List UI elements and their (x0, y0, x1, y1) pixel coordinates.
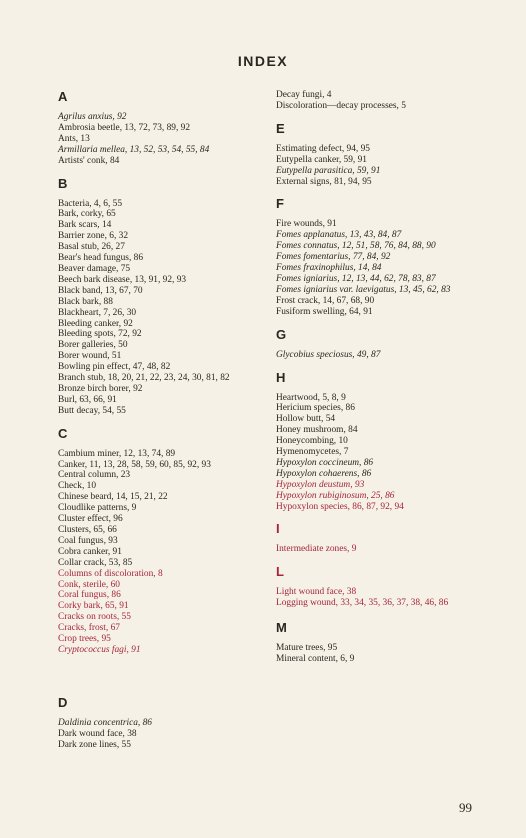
index-entry: Borer galleries, 50 (58, 340, 128, 351)
index-entry: Beech bark disease, 13, 91, 92, 93 (58, 274, 187, 285)
index-entry: Cluster effect, 96 (58, 514, 123, 525)
section-letter: E (276, 120, 285, 136)
section-letter: A (58, 89, 68, 104)
index-entry: Canker, 11, 13, 28, 58, 59, 60, 85, 92, 93 (58, 459, 211, 470)
index-section-continued (276, 90, 476, 112)
index-entry: Artists' conk, 84 (58, 155, 120, 166)
section-letter: H (276, 369, 286, 385)
section-letter: F (276, 196, 284, 212)
index-entry: Conk, sterile, 60 (58, 579, 120, 590)
index-entry: Branch stub, 18, 20, 21, 22, 23, 24, 30, 81, 82 (58, 373, 230, 384)
index-entry: Bronze birch borer, 92 (58, 383, 143, 394)
index-entry: Cracks on roots, 55 (58, 612, 131, 623)
index-entry: Barrier zone, 6, 32 (58, 231, 129, 242)
index-section-c (58, 427, 263, 656)
index-entry: Columns of discoloration, 8 (58, 568, 163, 579)
index-entry: Coral fungus, 86 (58, 590, 121, 601)
index-entry: Ants, 13 (58, 133, 90, 144)
index-entry: Bear's head fungus, 86 (58, 253, 144, 264)
index-entry: Fire wounds, 91 (276, 219, 337, 230)
index-entry: Daldinia concentrica, 86 (58, 717, 152, 728)
index-entry: Black band, 13, 67, 70 (58, 285, 143, 296)
index-entry: Estimating defect, 94, 95 (276, 143, 370, 154)
index-entry: Fomes connatus, 12, 51, 58, 76, 84, 88, 90 (276, 241, 436, 252)
index-section-f (276, 197, 476, 317)
index-section-d (58, 696, 263, 751)
index-entry: Bowling pin effect, 47, 48, 82 (58, 362, 171, 373)
index-entry: Borer wound, 51 (58, 351, 122, 362)
section-letter: I (276, 521, 280, 537)
index-section-g (276, 328, 476, 361)
index-section-i (276, 522, 476, 555)
index-entry: Cloudlike patterns, 9 (58, 503, 137, 514)
index-entry: Hollow butt, 54 (276, 414, 336, 425)
index-entry: Bark scars, 14 (58, 220, 112, 231)
section-letter: G (276, 326, 287, 342)
index-entry: Heartwood, 5, 8, 9 (276, 392, 346, 403)
index-entry: Fomes fraxinophilus, 14, 84 (276, 263, 382, 274)
index-entry: Chinese beard, 14, 15, 21, 22 (58, 492, 168, 503)
section-letter: M (276, 620, 287, 636)
index-entry: Hericium species, 86 (276, 403, 355, 414)
index-entry: Dark wound face, 38 (58, 728, 137, 739)
index-column-left (58, 90, 263, 761)
index-entry: Blackheart, 7, 26, 30 (58, 307, 137, 318)
index-entry: Fomes igniarius, 12, 13, 44, 62, 78, 83, 87 (276, 273, 436, 284)
index-entry: Honey mushroom, 84 (276, 425, 358, 436)
index-entry: Beaver damage, 75 (58, 263, 131, 274)
index-entry: Burl, 63, 66, 91 (58, 394, 117, 405)
section-letter: C (58, 425, 68, 441)
index-section-e (276, 122, 476, 188)
index-section-b (58, 177, 263, 417)
index-entry: Mature trees, 95 (276, 643, 338, 654)
section-letter: L (276, 564, 284, 580)
index-entry: Collar crack, 53, 85 (58, 557, 133, 568)
index-entry: Hymenomycetes, 7 (276, 447, 349, 458)
index-entry: Crop trees, 95 (58, 634, 111, 645)
index-entry: Eutypella canker, 59, 91 (276, 154, 367, 165)
index-entry: Light wound face, 38 (276, 587, 357, 598)
section-letter: B (58, 175, 68, 191)
index-section-m (276, 621, 476, 665)
index-entry: External signs, 81, 94, 95 (276, 176, 372, 187)
index-section-h (276, 371, 476, 513)
index-entry: Butt decay, 54, 55 (58, 405, 126, 416)
page-title: INDEX (237, 53, 289, 69)
index-entry: Cobra canker, 91 (58, 546, 122, 557)
index-entry: Bacteria, 4, 6, 55 (58, 198, 123, 209)
index-column-right (276, 90, 476, 675)
index-entry: Black bark, 88 (58, 296, 113, 307)
index-entry: Bark, corky, 65 (58, 209, 116, 220)
index-entry: Decay fungi, 4 (276, 90, 332, 100)
index-entry: Clusters, 65, 66 (58, 525, 117, 535)
index-entry: Dark zone lines, 55 (58, 739, 131, 750)
index-entry: Armillaria mellea, 13, 52, 53, 54, 55, 84 (58, 144, 210, 155)
index-entry: Hypoxylon rubiginosum, 25, 86 (276, 490, 395, 501)
page-number: 99 (459, 800, 472, 815)
index-entry: Hypoxylon coccineum, 86 (276, 457, 374, 468)
index-entry: Honeycombing, 10 (276, 436, 348, 447)
index-entry: Cryptococcus fagi, 91 (58, 644, 141, 655)
index-entry: Fusiform swelling, 64, 91 (276, 306, 373, 317)
index-entry: Eutypella parasitica, 59, 91 (276, 165, 381, 176)
index-entry: Bleeding canker, 92 (58, 318, 133, 329)
index-entry: Frost crack, 14, 67, 68, 90 (276, 295, 375, 306)
index-entry: Corky bark, 65, 91 (58, 601, 129, 612)
index-entry: Glycobius speciosus, 49, 87 (276, 349, 381, 360)
index-entry: Logging wound, 33, 34, 35, 36, 37, 38, 46, 86 (276, 598, 449, 609)
index-section-a (58, 90, 263, 167)
index-entry: Discoloration—decay processes, 5 (276, 100, 406, 111)
index-entry: Check, 10 (58, 481, 97, 492)
index-entry: Hypoxylon species, 86, 87, 92, 94 (276, 501, 404, 512)
index-entry: Fomes applanatus, 13, 43, 84, 87 (276, 230, 402, 241)
index-entry: Hypoxylon cohaerens, 86 (276, 468, 372, 479)
index-entry: Ambrosia beetle, 13, 72, 73, 89, 92 (58, 122, 191, 133)
index-entry: Fomes fomentarius, 77, 84, 92 (276, 252, 391, 263)
index-entry: Cracks, frost, 67 (58, 623, 120, 634)
index-entry: Central column, 23 (58, 470, 131, 481)
section-letter: D (58, 694, 68, 710)
index-entry: Intermediate zones, 9 (276, 544, 357, 555)
index-entry: Agrilus anxius, 92 (58, 112, 127, 122)
index-entry: Cambium miner, 12, 13, 74, 89 (58, 448, 176, 459)
index-entry: Mineral content, 6, 9 (276, 654, 355, 665)
index-entry: Basal stub, 26, 27 (58, 242, 125, 253)
index-section-l (276, 565, 476, 609)
index-entry: Coal fungus, 93 (58, 535, 118, 546)
index-entry: Fomes igniarius var. laevigatus, 13, 45, 62, 83 (276, 284, 451, 295)
index-entry: Bleeding spots, 72, 92 (58, 329, 142, 340)
index-entry: Hypoxylon deustum, 93 (276, 479, 365, 490)
